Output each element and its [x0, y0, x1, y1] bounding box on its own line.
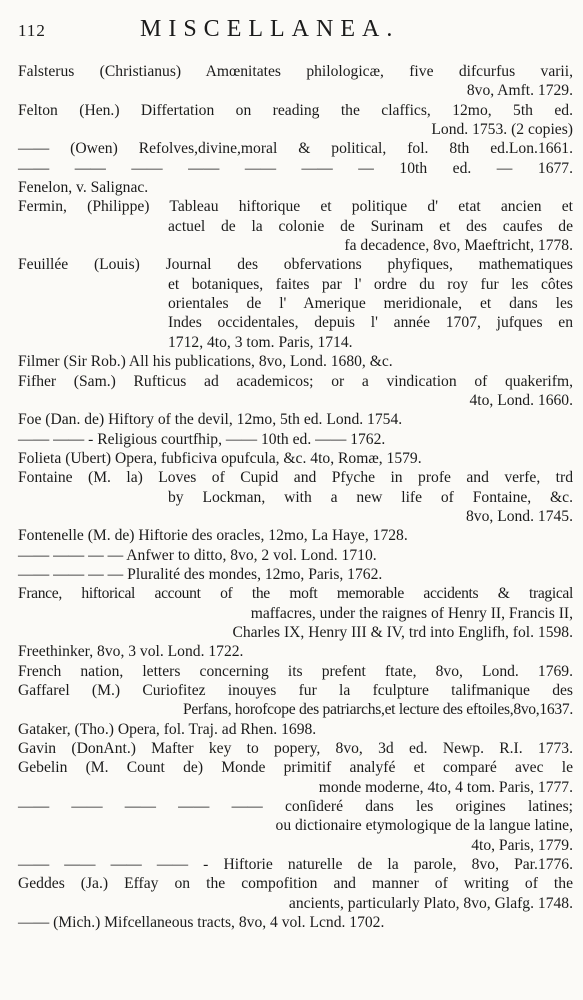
- catalog-entry: [18, 62, 573, 101]
- catalog-entry: [18, 410, 573, 449]
- entry-line: Folieta (Ubert) Opera, fubficiva opufcula, &c. 4to, Romæ, 1579.: [18, 449, 422, 467]
- entry-line: fa decadence, 8vo, Maeftricht, 1778.: [344, 237, 573, 255]
- entry-line: —— —— —— —— —— conſideré dans les origines latines;: [18, 798, 573, 816]
- entry-line: Feuillée (Louis) Journal des obfervations phyfiques, mathematiques: [18, 256, 573, 274]
- entry-line: Gaffarel (M.) Curiofitez inouyes fur la fculpture talifmanique des: [18, 682, 573, 699]
- entry-line: Charles IX, Henry III & IV, trd into Englifh, fol. 1598.: [232, 623, 573, 641]
- entry-line: Fifher (Sam.) Rufticus ad academicos; or a vindication of quakerifm,: [18, 372, 573, 390]
- catalog-entry: [18, 584, 573, 642]
- entry-line: Geddes (Ja.) Effay on the compofition and manner of writing of the: [18, 875, 573, 893]
- catalog-entry: [18, 720, 573, 739]
- entry-line: 4to, Lond. 1660.: [469, 391, 573, 409]
- entry-line: Falsterus (Christianus) Amœnitates philologicæ, five difcurfus varii,: [18, 63, 573, 80]
- entry-line: —— (Mich.) Mifcellaneous tracts, 8vo, 4 vol. Lcnd. 1702.: [18, 914, 385, 932]
- catalog-entry: [18, 197, 573, 255]
- catalog-entry: [18, 758, 573, 874]
- entry-line: et botaniques, faites par l' ordre du roy fur les côtes: [168, 275, 573, 293]
- entry-line: Felton (Hen.) Differtation on reading the claffics, 12mo, 5th ed.: [18, 101, 573, 119]
- entry-line: Fontenelle (M. de) Hiftorie des oracles, 12mo, La Haye, 1728.: [18, 527, 408, 545]
- entry-line: France, hiftorical account of the moft memorable accidents & tragical: [18, 585, 573, 603]
- entry-line: 1712, 4to, 3 tom. Paris, 1714.: [168, 333, 353, 351]
- entry-list: [18, 62, 573, 932]
- entry-line: —— —— — — Anfwer to ditto, 8vo, 2 vol. Lond. 1710.: [18, 546, 377, 564]
- entry-line: Lond. 1753. (2 copies): [431, 121, 573, 139]
- entry-line: by Lockman, with a new life of Fontaine, &c.: [168, 488, 573, 506]
- entry-line: —— (Owen) Refolves,divine,moral & political, fol. 8th ed.Lon.1661.: [18, 140, 573, 158]
- entry-line: Gavin (DonAnt.) Mafter key to popery, 8vo, 3d ed. Newp. R.I. 1773.: [18, 740, 573, 758]
- catalog-entry: [18, 352, 573, 371]
- entry-line: —— —— — — Pluralité des mondes, 12mo, Paris, 1762.: [18, 565, 383, 583]
- page-header: [18, 16, 573, 50]
- entry-line: Foe (Dan. de) Hiftory of the devil, 12mo, 5th ed. Lond. 1754.: [18, 411, 403, 429]
- entry-line: —— —— - Religious courtfhip, —— 10th ed. —— 1762.: [18, 430, 386, 448]
- page-number: 112: [18, 21, 46, 40]
- entry-line: orientales de l' Amerique meridionale, et dans les: [168, 295, 573, 313]
- catalog-entry: [18, 874, 573, 932]
- entry-line: ou dictionaire etymologique de la langue latine,: [275, 817, 573, 835]
- entry-line: Fenelon, v. Salignac.: [18, 179, 149, 197]
- entry-line: Fermin, (Philippe) Tableau hiftorique et politique d' etat ancien et: [18, 198, 573, 216]
- catalog-entry: [18, 642, 573, 661]
- entry-line: maffacres, under the raignes of Henry II, Francis II,: [250, 604, 573, 622]
- entry-line: Filmer (Sir Rob.) All his publications, 8vo, Lond. 1680, &c.: [18, 353, 393, 371]
- catalog-entry: [18, 468, 573, 526]
- entry-line: 8vo, Amft. 1729.: [466, 82, 573, 100]
- catalog-entry: [18, 681, 573, 720]
- catalog-entry: [18, 255, 573, 352]
- entry-line: Gataker, (Tho.) Opera, fol. Traj. ad Rhen. 1698.: [18, 720, 317, 738]
- entry-line: —— —— —— —— - Hiftorie naturelle de la parole, 8vo, Par.1776.: [18, 856, 573, 874]
- catalog-entry: [18, 526, 573, 584]
- entry-line: Indes occidentales, depuis l' année 1707, jufques en: [168, 314, 573, 332]
- catalog-entry: [18, 101, 573, 140]
- entry-line: French nation, letters concerning its prefent ftate, 8vo, Lond. 1769.: [18, 662, 573, 680]
- entry-line: 4to, Paris, 1779.: [471, 836, 573, 854]
- catalog-entry: [18, 139, 573, 178]
- catalog-entry: [18, 372, 573, 411]
- entry-line: monde moderne, 4to, 4 tom. Paris, 1777.: [318, 778, 573, 796]
- entry-line: Gebelin (M. Count de) Monde primitif analyfé et comparé avec le: [18, 759, 573, 777]
- catalog-entry: [18, 178, 573, 197]
- running-title: MISCELLANEA.: [140, 16, 400, 42]
- entry-line: actuel de la colonie de Surinam et des caufes de: [168, 217, 573, 235]
- entry-line: ancients, particularly Plato, 8vo, Glafg. 1748.: [288, 894, 573, 912]
- entry-line: —— —— —— —— —— —— — 10th ed. — 1677.: [18, 159, 573, 177]
- entry-line: Fontaine (M. la) Loves of Cupid and Pfyche in profe and verfe, trd: [18, 469, 573, 487]
- catalog-entry: [18, 662, 573, 681]
- catalog-entry: [18, 739, 573, 758]
- entry-line: 8vo, Lond. 1745.: [466, 507, 573, 525]
- entry-line: Freethinker, 8vo, 3 vol. Lond. 1722.: [18, 643, 244, 661]
- catalog-entry: [18, 449, 573, 468]
- entry-line: Perfans, horofcope des patriarchs,et lecture des eftoiles,8vo,1637.: [183, 701, 573, 719]
